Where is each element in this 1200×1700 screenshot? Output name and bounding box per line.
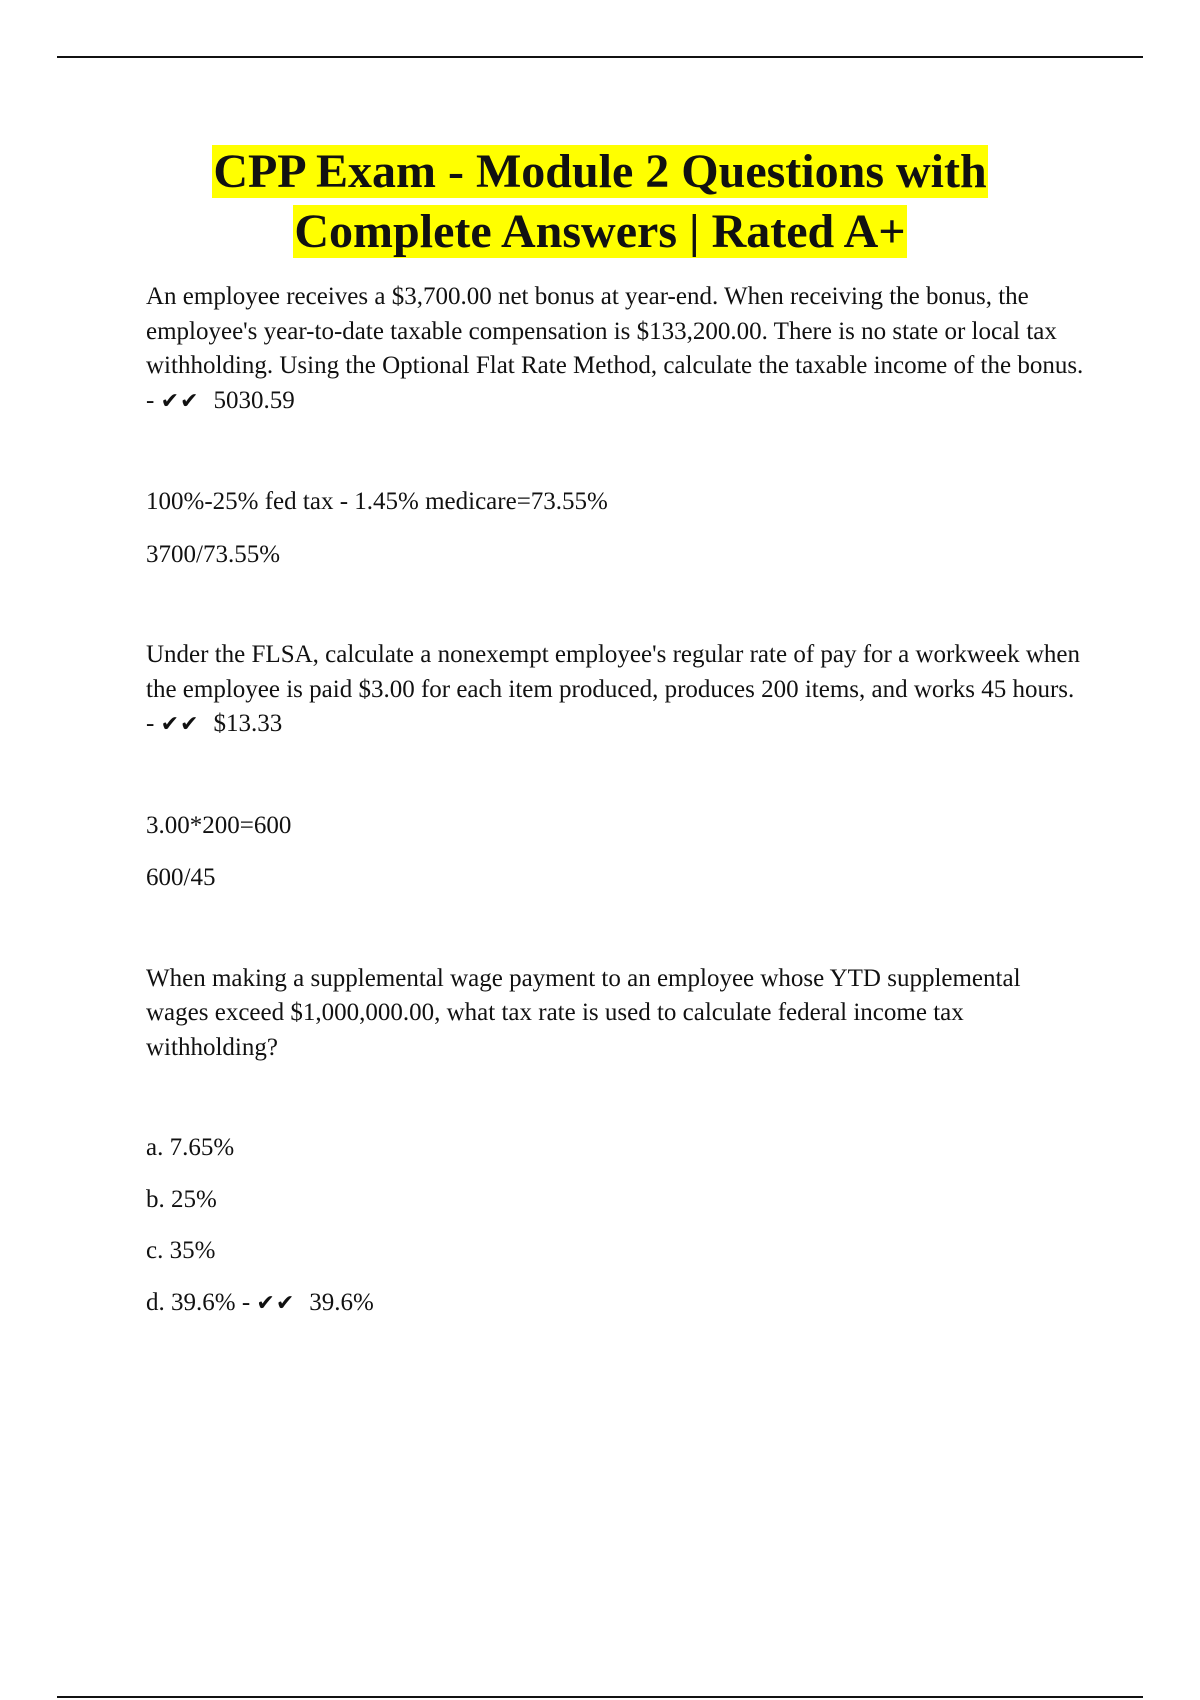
- question-3-text: When making a supplemental wage payment to an employee whose YTD supplemental wages exceed $1,000,000.00, what tax rate is used to calculate federal income tax withholding?: [146, 964, 1021, 1061]
- question-1: [146, 280, 1086, 419]
- bottom-rule: [57, 1696, 1143, 1698]
- question-1-work-line: 100%-25% fed tax - 1.45% medicare=73.55%: [146, 488, 608, 515]
- question-3-option: a. 7.65%: [146, 1134, 235, 1161]
- question-2-work-line: 600/45: [146, 864, 216, 891]
- question-2-text: Under the FLSA, calculate a nonexempt employee's regular rate of pay for a workweek when the employee is paid $3.00 for each item produced, produces 200 items, and works 45 hours. -: [146, 641, 1081, 737]
- question-3-option-answered: [146, 1286, 1086, 1322]
- question-3-option-label: d. 39.6% -: [146, 1288, 257, 1316]
- question-3-answer: 39.6%: [309, 1288, 374, 1316]
- question-2-work-line: 3.00*200=600: [146, 811, 292, 839]
- question-1-work-line: 3700/73.55%: [146, 540, 281, 568]
- top-rule: [57, 56, 1143, 58]
- title-line-1: CPP Exam - Module 2 Questions with: [213, 145, 987, 198]
- question-1-answer: 5030.59: [213, 386, 295, 414]
- document-body: [146, 280, 1086, 1338]
- checkmark-icon: ✔✔: [256, 1290, 296, 1316]
- question-2-answer: $13.33: [213, 710, 283, 737]
- question-1-text: An employee receives a $3,700.00 net bonus at year-end. When receiving the bonus, the employee's year-to-date taxable compensation is $133,200.00. There is no state or local tax withholding. Using the Optional Flat Rate Method, calculate the taxable income of the bonus. -: [146, 283, 1084, 414]
- page-title: [0, 142, 1200, 262]
- title-line-2: Complete Answers | Rated A+: [294, 205, 906, 258]
- question-2: [146, 638, 1086, 743]
- checkmark-icon: ✔✔: [160, 388, 200, 414]
- question-3-option: b. 25%: [146, 1185, 217, 1213]
- checkmark-icon: ✔✔: [160, 712, 200, 737]
- question-3-option: c. 35%: [146, 1237, 216, 1264]
